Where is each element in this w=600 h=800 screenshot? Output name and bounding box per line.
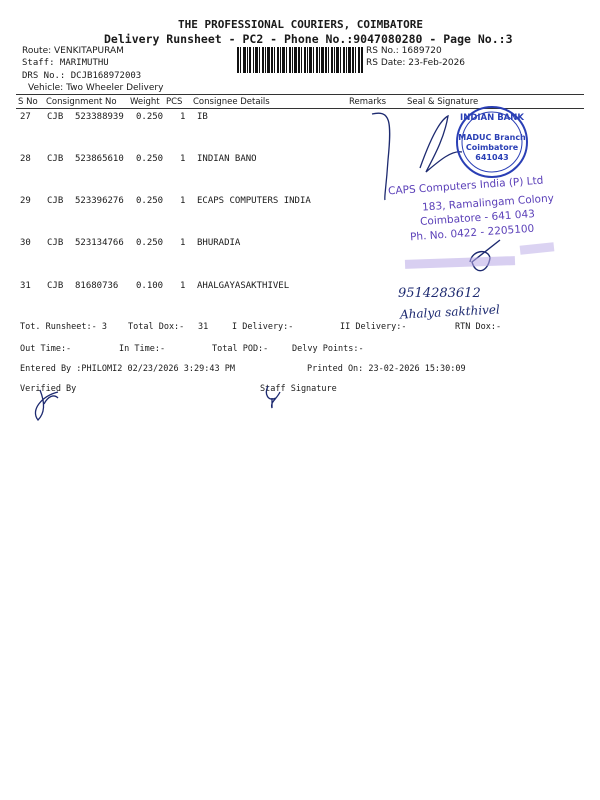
total-dox-value: 31 <box>198 322 209 332</box>
caps-stamp-line1: CAPS Computers India (P) Ltd <box>387 174 544 198</box>
row-pcs: 1 <box>180 238 186 248</box>
row-sno: 28 <box>20 154 31 164</box>
row-consignee: INDIAN BANO <box>197 154 257 164</box>
total-pod: Total POD:- <box>212 344 269 354</box>
bank-stamp-city: Coimbatore <box>465 143 519 152</box>
row-consignee: IB <box>197 112 208 122</box>
route-label: Route: VENKITAPURAM <box>22 46 124 56</box>
col-seal-signature: Seal & Signature <box>407 97 479 107</box>
drs-number: DRS No.: DCJB168972003 <box>22 71 142 81</box>
col-remarks: Remarks <box>349 97 387 107</box>
tot-runsheet: Tot. Runsheet:- 3 <box>20 322 107 332</box>
rs-date: RS Date: 23-Feb-2026 <box>366 58 466 68</box>
row-weight: 0.250 <box>136 154 164 164</box>
row-prefix: CJB <box>47 238 64 248</box>
row-pcs: 1 <box>180 281 186 291</box>
entered-by: Entered By :PHILOMI2 02/23/2026 3:29:43 PM <box>20 364 235 374</box>
row-prefix: CJB <box>47 154 64 164</box>
row-consignment-number: 523396276 <box>75 196 124 206</box>
col-pcs: PCS <box>166 97 183 107</box>
row-prefix: CJB <box>47 281 64 291</box>
row-pcs: 1 <box>180 154 186 164</box>
row-consignee: ECAPS COMPUTERS INDIA <box>197 196 311 206</box>
caps-stamp-line4: Ph. No. 0422 - 2205100 <box>409 222 535 244</box>
ii-delivery: II Delivery:- <box>340 322 407 332</box>
row-prefix: CJB <box>47 112 64 122</box>
row-weight: 0.250 <box>136 238 164 248</box>
row-sno: 30 <box>20 238 31 248</box>
company-title: THE PROFESSIONAL COURIERS, COIMBATORE <box>178 18 424 31</box>
bank-seal-stamp <box>454 104 530 180</box>
delvy-points: Delvy Points:- <box>292 344 364 354</box>
col-consignment: Consignment No <box>46 97 117 107</box>
i-delivery: I Delivery:- <box>232 322 294 332</box>
row-sno: 27 <box>20 112 31 122</box>
row-sno: 31 <box>20 281 31 291</box>
printed-on: Printed On: 23-02-2026 15:30:09 <box>307 364 466 374</box>
col-weight: Weight <box>130 97 160 107</box>
col-sno: S No <box>18 97 38 107</box>
handwritten-name: Ahalya sakthivel <box>399 302 501 322</box>
caps-stamp-line3: Coimbatore - 641 043 <box>419 208 536 228</box>
row-consignee: AHALGAYASAKTHIVEL <box>197 281 290 291</box>
row-weight: 0.250 <box>136 112 164 122</box>
out-time: Out Time:- <box>20 344 72 354</box>
staff-signature-label: Staff Signature <box>260 384 337 394</box>
rtn-dox: RTN Dox:- <box>455 322 502 332</box>
rs-number: RS No.: 1689720 <box>366 46 442 56</box>
col-consignee: Consignee Details <box>193 97 270 107</box>
row-prefix: CJB <box>47 196 64 206</box>
bank-stamp-pin: 641043 <box>475 153 509 162</box>
row-consignment-number: 523865610 <box>75 154 124 164</box>
bank-stamp-name: INDIAN BANK <box>460 113 524 123</box>
bank-stamp-branch: MADUC Branch <box>458 133 526 142</box>
row-consignment-number: 523134766 <box>75 238 124 248</box>
row-pcs: 1 <box>180 196 186 206</box>
row-pcs: 1 <box>180 112 186 122</box>
row-weight: 0.100 <box>136 281 164 291</box>
row-consignment-number: 81680736 <box>75 281 119 291</box>
in-time: In Time:- <box>119 344 166 354</box>
handwritten-phone: 9514283612 <box>398 286 481 301</box>
runsheet-subtitle: Delivery Runsheet - PC2 - Phone No.:9047080280 - Page No.:3 <box>104 32 513 46</box>
row-sno: 29 <box>20 196 31 206</box>
row-consignment-number: 523388939 <box>75 112 124 122</box>
staff-label: Staff: MARIMUTHU <box>22 58 109 68</box>
vehicle-label: Vehicle: Two Wheeler Delivery <box>28 83 164 93</box>
total-dox-label: Total Dox:- <box>128 322 185 332</box>
verified-by: Verified By <box>20 384 77 394</box>
caps-stamp-line2: 183, Ramalingam Colony <box>421 192 555 214</box>
row-weight: 0.250 <box>136 196 164 206</box>
row-consignee: BHURADIA <box>197 238 241 248</box>
